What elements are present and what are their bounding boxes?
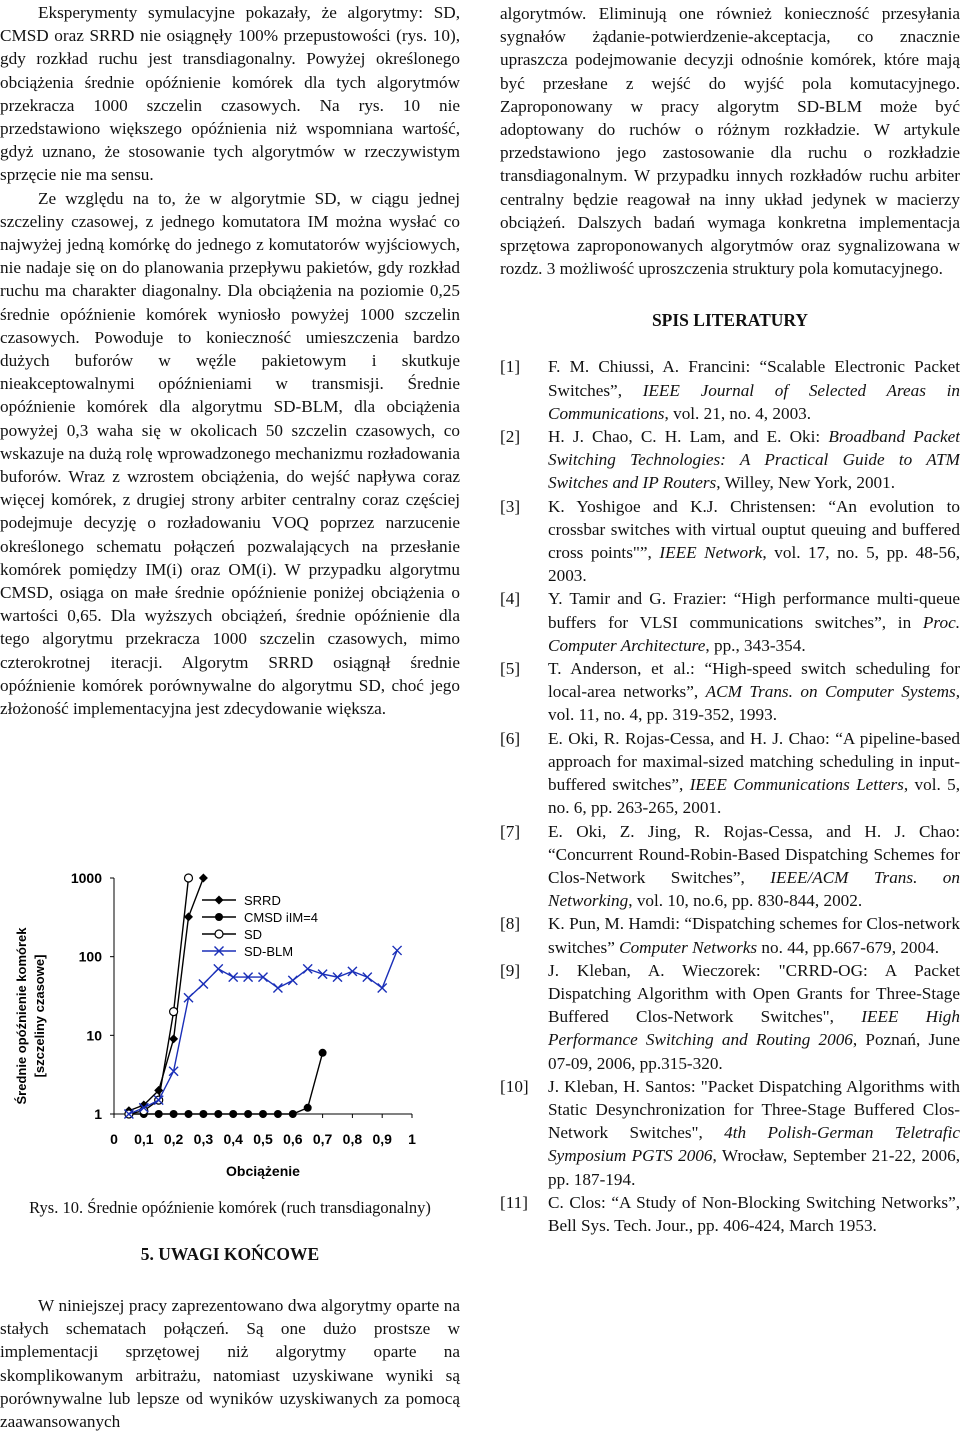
reference-item: [500, 820, 960, 913]
x-tick-label: 0,2: [163, 1131, 184, 1147]
x-tick-label: 1: [408, 1131, 416, 1147]
legend-label: SRRD: [244, 893, 281, 908]
y-tick-label: 1000: [70, 870, 102, 886]
reference-item: [500, 912, 960, 958]
paragraph-conclusion: W niniejszej pracy zaprezentowano dwa algorytmy oparte na stałych schematach połączeń. Są one dużo prostsze w implementacji sprzętowej niż algorytmy oparte na skomplikowanym arbitrażu, natomiast uzyskiwane wyniki są porównywalne lub lepsze od wyników uzyskiwanych za pomocą zaawansowanych: [0, 1296, 460, 1432]
paragraph-results-2: Ze względu na to, że w algorytmie SD, w ciągu jednej szczeliny czasowej, z jednego komutatora IM można wysłać co najwyżej jedną komórkę do jednego z komutatorów wyjściowych, nie nadaje się on do planowania przepływu pakietów, gdy rozkład ruchu ma charakter diagonalny. Dla obciążenia na poziomie 0,25 średnie opóźnienie komórek wyniosło powyżej 1000 szczelin czasowych. Powoduje to konieczność umieszczenia bardzo dużych buforów w węźle pakietowym i skutkuje nieakceptowalnymi opóźnieniami w transmisji. Średnie opóźnienie komórek dla algorytmu SD-BLM, dla obciążenia powyżej 0,3 waha się w okolicach 50 szczelin czasowych, co wskazuje na dużą rolę wprowadzonego mechanizmu rozładowania buforów. Wraz z wzrostem obciążenia, do wejść napływa coraz więcej komórek, z drugiej strony arbiter centralny coraz częściej podejmuje decyzję o rozładowaniu VOQ poprzez narzucenie określonego schematu połączeń pozwalających na przesłanie komórek pomiędzy IM(i) oraz OM(i). W przypadku algorytmu CMSD, osiąga on małe średnie opóźnienie poniżej obciążenia o wartości 0,65. Dla wyższych obciążeń, średnie opóźnienie dla tego algorytmu przekracza 1000 szczelin czasowych, mimo czterokrotnej iteracji. Algorytm SRRD osiągnął średnie opóźnienie komórek porównywalne do algorytmu SD, choć jego złożoność implementacyjna jest zdecydowanie większa.: [0, 188, 460, 719]
data-point-srrd: [169, 1034, 178, 1043]
conclusion-block: [0, 1294, 460, 1433]
x-tick-label: 0,5: [253, 1131, 273, 1147]
data-point-cmsd: [274, 1110, 282, 1118]
data-point-cmsd: [289, 1110, 297, 1118]
y-tick-label: 10: [86, 1027, 102, 1044]
reference-text: K. Pun, M. Hamdi: “Dispatching schemes for Clos-network switches” Computer Networks no. 44, pp.667-679, 2004.: [548, 914, 960, 957]
y-axis-label: [szczeliny czasowe]: [32, 954, 47, 1078]
y-tick-label: 100: [78, 948, 102, 965]
paragraph-continuation: algorytmów. Eliminują one również konieczność przesyłania sygnałów żądanie-potwierdzenie-akceptacja, co znacznie upraszcza podejmowanie decyzji odnośnie komórek, które mają być przesłane z wejść do wyjść pola komutacyjnego. Zaproponowany w pracy algorytm SD-BLM może być adoptowany do ruchów o różnym rozkładzie. W artykule przedstawiono jego zastosowanie dla ruchu o rozkładzie transdiagonalnym. W przypadku innych rozkładów ruchu arbiter centralny będzie reagował na inny układ jedynek w macierzy obciążeń. Dalszych badań wymaga konkretna implementacja sprzętowa zaproponowanych algorytmów oraz sygnalizowana w rozdz. 3 możliwość uproszczenia struktury pola komutacyjnego.: [500, 4, 960, 279]
reference-text: K. Yoshigoe and K.J. Christensen: “An evolution to crossbar switches with virtual ouptut queuing and buffered cross points"”, IEEE Network, vol. 17, no. 5, pp. 48-56, 2003.: [548, 496, 960, 586]
data-point-cmsd: [319, 1049, 327, 1057]
reference-text: Y. Tamir and G. Frazier: “High performance multi-queue buffers for VLSI communications switches”, in Proc. Computer Architecture, pp., 343-354.: [548, 589, 960, 655]
reference-text: C. Clos: “A Study of Non-Blocking Switching Networks”, Bell Sys. Tech. Jour., pp. 406-424, March 1953.: [548, 1192, 960, 1235]
reference-text: J. Kleban, A. Wieczorek: "CRRD-OG: A Packet Dispatching Algorithm with Open Grants for Three-Stage Buffered Clos-Network Switches", IEEE High Performance Switching and Routing 2006, Poznań, June 07-09, 2006, pp.315-320.: [548, 960, 960, 1073]
figure-10: [0, 862, 460, 1192]
reference-number: [11]: [500, 1192, 528, 1212]
reference-text: J. Kleban, H. Santos: "Packet Dispatching Algorithms with Static Desynchronization for Three-Stage Buffered Clos-Network Switches", 4th Polish-German Teletrafic Symposium PGTS 2006, Wrocław, September 21-22, 2006, pp. 187-194.: [548, 1076, 960, 1189]
reference-item: [500, 657, 960, 727]
reference-item: [500, 959, 960, 1075]
data-point-sd: [215, 930, 223, 938]
x-tick-label: 0,9: [372, 1131, 392, 1147]
reference-number: [9]: [500, 960, 521, 980]
data-point-sd: [185, 874, 193, 882]
data-point-srrd: [184, 912, 193, 921]
reference-number: [1]: [500, 357, 521, 377]
reference-number: [5]: [500, 659, 521, 679]
reference-item: [500, 495, 960, 588]
reference-text: H. J. Chao, C. H. Lam, and E. Oki: Broadband Packet Switching Technologies: A Practical Guide to ATM Switches and IP Routers, Willey, New York, 2001.: [548, 427, 960, 493]
data-point-cmsd: [259, 1110, 267, 1118]
reference-item: [500, 727, 960, 820]
reference-text: T. Anderson, et al.: “High-speed switch scheduling for local-area networks”, ACM Trans. on Computer Systems, vol. 11, no. 4, pp. 319-352, 1993.: [548, 659, 960, 725]
section-heading: 5. UWAGI KOŃCOWE: [140, 1244, 320, 1264]
data-point-srrd: [199, 874, 208, 883]
reference-number: [10]: [500, 1076, 529, 1096]
reference-item: [500, 425, 960, 495]
legend-label: SD: [244, 927, 263, 942]
data-point-cmsd: [229, 1110, 237, 1118]
data-point-cmsd: [304, 1104, 312, 1112]
data-point-cmsd: [170, 1110, 178, 1118]
y-axis-label: Średnie opóźnienie komórek: [14, 927, 29, 1105]
x-tick-label: 0,4: [223, 1131, 243, 1147]
right-column: [500, 0, 960, 1237]
x-tick-label: 0,7: [312, 1131, 333, 1147]
series-line: [129, 1053, 323, 1114]
legend-label: CMSD iIM=4: [244, 910, 319, 925]
x-tick-label: 0: [110, 1131, 118, 1147]
x-tick-label: 0,6: [283, 1131, 303, 1147]
data-point-cmsd: [215, 913, 223, 921]
data-point-sd: [170, 1008, 178, 1016]
reference-number: [6]: [500, 728, 521, 748]
x-tick-label: 0,8: [342, 1131, 363, 1147]
x-tick-label: 0,3: [193, 1131, 214, 1147]
reference-number: [8]: [500, 914, 521, 934]
reference-number: [3]: [500, 496, 521, 516]
reference-item: [500, 355, 960, 425]
delay-chart: [0, 862, 460, 1192]
left-column: [0, 0, 460, 720]
reference-item: [500, 1075, 960, 1191]
data-point-cmsd: [214, 1110, 222, 1118]
reference-text: E. Oki, R. Rojas-Cessa, and H. J. Chao: “A pipeline-based approach for maximal-sized matching scheduling in input-buffered switches”, IEEE Communications Letters, vol. 5, no. 6, pp. 263-265, 2001.: [548, 728, 960, 818]
data-point-cmsd: [244, 1110, 252, 1118]
data-point-cmsd: [155, 1110, 163, 1118]
reference-item: [500, 587, 960, 657]
data-point-srrd: [215, 896, 224, 905]
reference-number: [2]: [500, 427, 521, 447]
y-tick-label: 1: [94, 1106, 102, 1122]
reference-number: [7]: [500, 821, 521, 841]
references-list: [500, 355, 960, 1237]
x-tick-label: 0,1: [134, 1131, 154, 1147]
reference-text: F. M. Chiussi, A. Francini: “Scalable Electronic Packet Switches”, IEEE Journal of Selected Areas in Communications, vol. 21, no. 4, 2003.: [548, 357, 960, 423]
data-point-cmsd: [185, 1110, 193, 1118]
series-line: [129, 878, 189, 1114]
data-point-cmsd: [199, 1110, 207, 1118]
x-axis-label: Obciążenie: [226, 1163, 300, 1179]
reference-number: [4]: [500, 589, 521, 609]
references-title: SPIS LITERATURY: [651, 310, 809, 331]
figure-caption: Rys. 10. Średnie opóźnienie komórek (ruch transdiagonalny): [29, 1198, 431, 1217]
reference-item: [500, 1191, 960, 1237]
legend-label: SD-BLM: [244, 944, 294, 959]
reference-text: E. Oki, Z. Jing, R. Rojas-Cessa, and H. J. Chao: “Concurrent Round-Robin-Based Dispatching Schemes for Clos-Network Switches”, IEEE/ACM Trans. on Networking, vol. 10, no.6, pp. 830-844, 2002.: [548, 821, 960, 911]
paragraph-results-1: Eksperymenty symulacyjne pokazały, że algorytmy: SD, CMSD oraz SRRD nie osiągnęły 100% przepustowości (rys. 10), gdy rozkład ruchu jest transdiagonalny. Powyżej określonego obciążenia średnie opóźnienie komórek dla tych algorytmów przekracza 1000 szczelin czasowych. Na rys. 10 nie przedstawiono większego opóźnienia niż wspomniana wartość, gdyż uznano, że stosowanie tych algorytmów w rzeczywistym sprzęcie nie ma sensu.: [0, 3, 460, 185]
